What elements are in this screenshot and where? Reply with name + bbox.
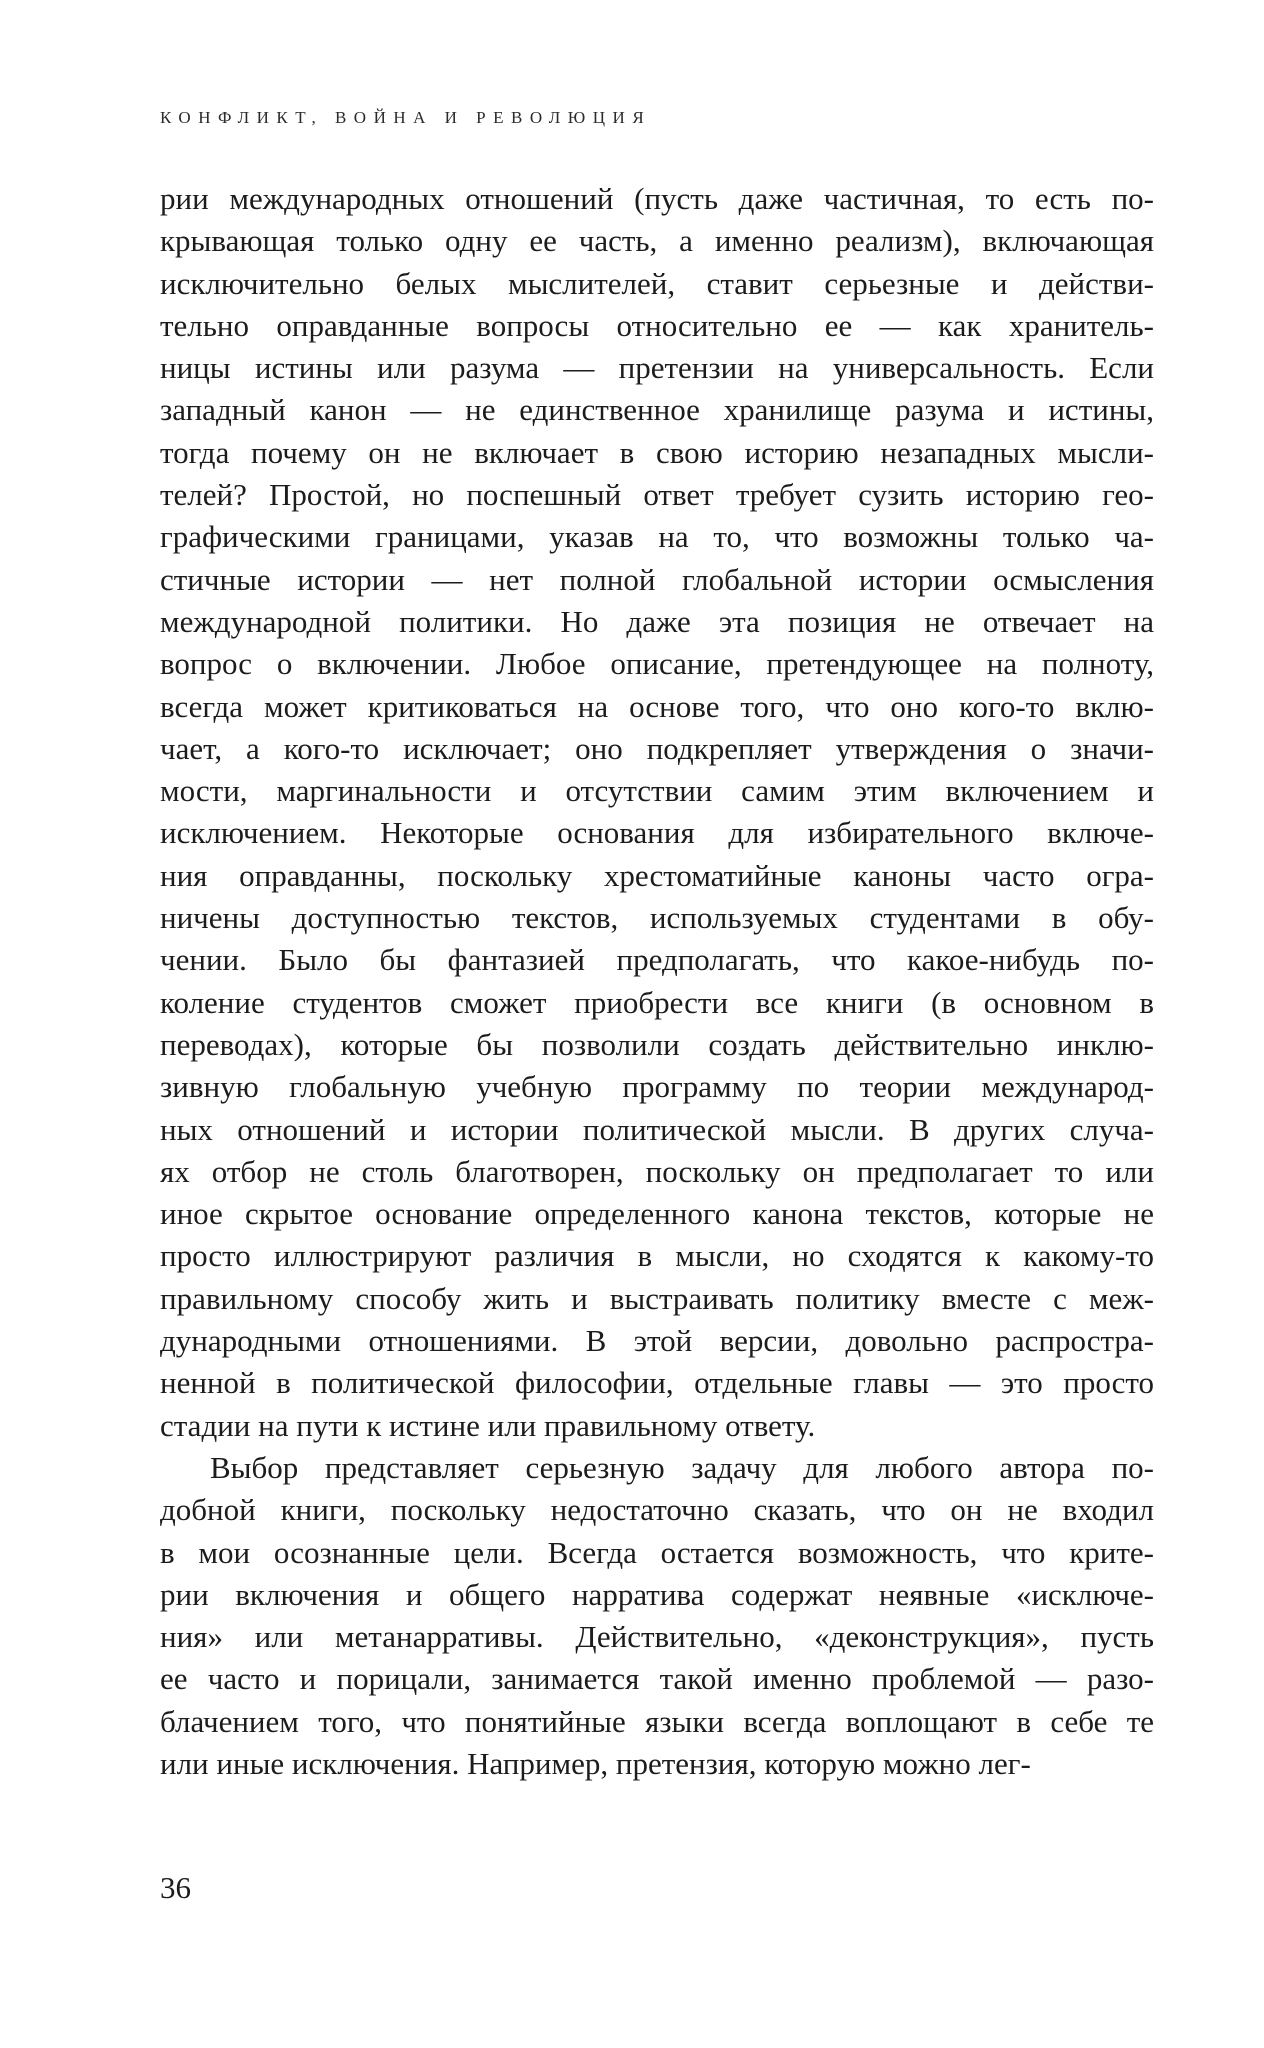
text-line: коление студентов сможет приобрести все книги (в основном в [160, 984, 1154, 1020]
text-line: добной книги, поскольку недостаточно сказать, что он не входил [160, 1492, 1154, 1528]
text-line: блачением того, что понятийные языки всегда воплощают в себе те [160, 1703, 1154, 1739]
text-line: исключительно белых мыслителей, ставит серьезные и действи- [160, 265, 1154, 301]
text-line: дународными отношениями. В этой версии, довольно распростра- [160, 1323, 1154, 1359]
text-line: крывающая только одну ее часть, а именно реализм), включающая [160, 223, 1154, 259]
text-line: рии включения и общего нарратива содержат неявные «исключе- [160, 1576, 1154, 1612]
text-line: мости, маргинальности и отсутствии самим этим включением и [160, 773, 1154, 809]
text-line: рии международных отношений (пусть даже частичная, то есть по- [160, 181, 1154, 216]
text-line: тельно оправданные вопросы относительно ее — как хранитель- [160, 307, 1154, 343]
text-line: ницы истины или разума — претензии на универсальность. Если [160, 350, 1154, 386]
text-line: правильному способу жить и выстраивать политику вместе с меж- [160, 1280, 1154, 1316]
text-line: зивную глобальную учебную программу по теории международ- [160, 1069, 1154, 1105]
text-line: переводах), которые бы позволили создать действительно инклю- [160, 1026, 1154, 1062]
text-line: иное скрытое основание определенного канона текстов, которые не [160, 1196, 1154, 1232]
text-line: графическими границами, указав на то, что возможны только ча- [160, 519, 1154, 555]
text-line: Выбор представляет серьезную задачу для любого автора по- [210, 1449, 1154, 1485]
text-line: всегда может критиковаться на основе того, что оно кого-то вклю- [160, 688, 1154, 724]
text-line: в мои осознанные цели. Всегда остается возможность, что крите- [160, 1534, 1154, 1570]
text-line: ях отбор не столь благотворен, поскольку он предполагает то или [160, 1153, 1154, 1189]
text-line: ния» или метанарративы. Действительно, «деконструкция», пусть [160, 1619, 1154, 1655]
page-number: 36 [160, 1870, 191, 1905]
text-line: стадии на пути к истине или правильному ответу. [160, 1407, 816, 1443]
text-line: международной политики. Но даже эта позиция не отвечает на [160, 603, 1154, 639]
paragraph [160, 1447, 1154, 1785]
text-line: чает, а кого-то исключает; оно подкрепляет утверждения о значи- [160, 730, 1154, 766]
text-line: тогда почему он не включает в свою историю незападных мысли- [160, 434, 1154, 470]
text-line: ния оправданны, поскольку хрестоматийные каноны часто огра- [160, 857, 1154, 893]
text-line: или иные исключения. Например, претензия, которую можно лег- [160, 1745, 1031, 1781]
text-line: западный канон — не единственное хранилище разума и истины, [160, 392, 1154, 428]
text-line: ничены доступностью текстов, используемых студентами в обу- [160, 900, 1154, 936]
paragraph [160, 178, 1154, 1447]
text-line: просто иллюстрируют различия в мысли, но сходятся к какому-то [160, 1238, 1154, 1274]
running-head: КОНФЛИКТ, ВОЙНА И РЕВОЛЮЦИЯ [160, 108, 652, 127]
text-line: телей? Простой, но поспешный ответ требует сузить историю гео- [160, 477, 1154, 513]
text-line: ненной в политической философии, отдельные главы — это просто [160, 1365, 1154, 1401]
text-line: ных отношений и истории политической мысли. В других случа- [160, 1111, 1154, 1147]
text-line: вопрос о включении. Любое описание, претендующее на полноту, [160, 646, 1154, 682]
text-line: ее часто и порицали, занимается такой именно проблемой — разо- [160, 1661, 1154, 1697]
text-line: исключением. Некоторые основания для избирательного включе- [160, 815, 1154, 851]
body-text [160, 178, 1154, 1785]
text-line: чении. Было бы фантазией предполагать, что какое-нибудь по- [160, 942, 1154, 978]
text-line: стичные истории — нет полной глобальной истории осмысления [160, 561, 1154, 597]
